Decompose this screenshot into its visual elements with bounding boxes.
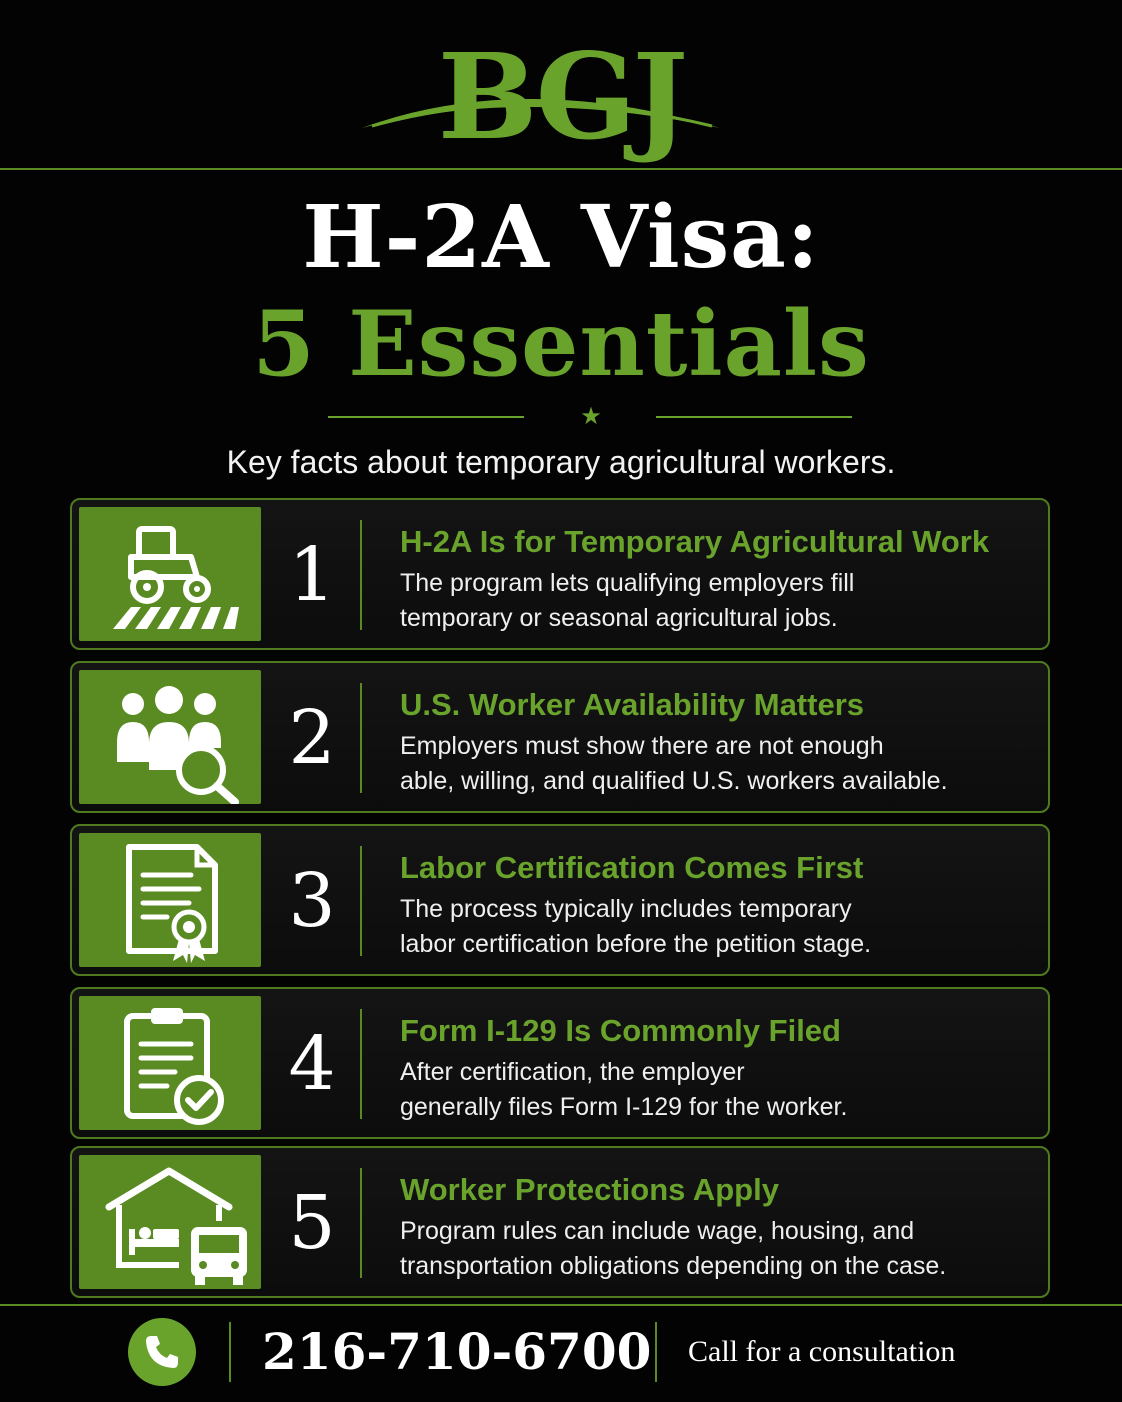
item-description-line: Program rules can include wage, housing, and xyxy=(400,1217,915,1245)
essential-card-5 xyxy=(70,1146,1050,1298)
item-description-line: After certification, the employer xyxy=(400,1058,745,1086)
item-divider xyxy=(360,520,362,630)
people-search-icon xyxy=(79,670,261,804)
title-ornament xyxy=(328,402,852,432)
item-number: 4 xyxy=(288,1021,336,1107)
item-description-line: transportation obligations depending on the case. xyxy=(400,1252,947,1280)
item-number: 1 xyxy=(288,532,336,618)
page-subtitle: Key facts about temporary agricultural workers. xyxy=(226,444,896,480)
page-title: H-2A Visa: xyxy=(302,187,820,288)
item-divider xyxy=(360,683,362,793)
housing-transport-icon xyxy=(79,1155,261,1289)
item-number: 5 xyxy=(288,1180,336,1266)
footer-separator xyxy=(229,1322,231,1382)
item-number: 3 xyxy=(288,858,336,944)
item-description xyxy=(400,1055,1040,1125)
item-description-line: Employers must show there are not enough xyxy=(400,732,884,760)
essential-card-3 xyxy=(70,824,1050,976)
item-description-line: temporary or seasonal agricultural jobs. xyxy=(400,604,838,632)
phone-number[interactable]: 216-710-6700 xyxy=(262,1322,652,1381)
footer-divider xyxy=(0,1304,1122,1306)
item-heading: Worker Protections Apply xyxy=(400,1172,779,1207)
item-description xyxy=(400,892,1040,962)
phone-icon[interactable] xyxy=(128,1318,196,1386)
item-heading: Labor Certification Comes First xyxy=(400,850,864,885)
item-description xyxy=(400,729,1040,799)
item-description-line: The process typically includes temporary xyxy=(400,895,852,923)
essential-card-4 xyxy=(70,987,1050,1139)
essential-card-2 xyxy=(70,661,1050,813)
svg-text:BGJ: BGJ xyxy=(437,27,685,166)
item-divider xyxy=(360,1009,362,1119)
item-description xyxy=(400,566,1040,636)
item-divider xyxy=(360,846,362,956)
essential-card-1 xyxy=(70,498,1050,650)
header-divider xyxy=(0,168,1122,170)
footer-separator xyxy=(655,1322,657,1382)
consultation-cta: Call for a consultation xyxy=(688,1335,956,1368)
item-divider xyxy=(360,1168,362,1278)
item-heading: Form I-129 Is Commonly Filed xyxy=(400,1013,841,1048)
star-icon: ★ xyxy=(580,402,602,430)
tractor-icon xyxy=(79,507,261,641)
page-title-highlight: 5 Essentials xyxy=(252,291,870,397)
item-number: 2 xyxy=(288,695,336,781)
clipboard-check-icon xyxy=(79,996,261,1130)
item-description-line: The program lets qualifying employers fill xyxy=(400,569,855,597)
certificate-icon xyxy=(79,833,261,967)
item-description-line: labor certification before the petition stage. xyxy=(400,930,872,958)
item-description xyxy=(400,1214,1040,1284)
item-description-line: able, willing, and qualified U.S. workers available. xyxy=(400,767,948,795)
item-heading: H-2A Is for Temporary Agricultural Work xyxy=(400,524,990,559)
item-heading: U.S. Worker Availability Matters xyxy=(400,687,865,722)
bgj-logo xyxy=(0,0,1122,168)
item-description-line: generally files Form I-129 for the worker. xyxy=(400,1093,848,1121)
